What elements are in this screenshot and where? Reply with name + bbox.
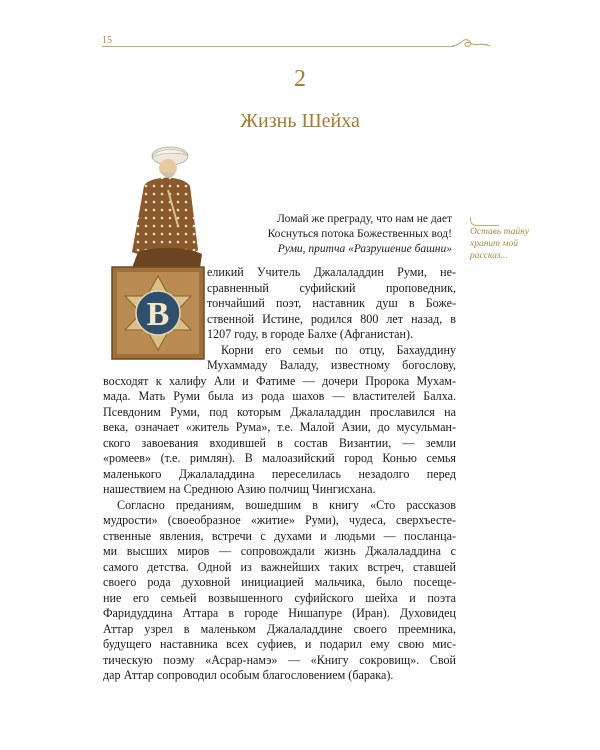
body-line: ние его семьей возвышенного суфийского шейха и поэта [103, 590, 456, 605]
body-line: Псевдоним Руми, под которым Джалаладдин прославился на [103, 404, 456, 419]
body-line: века, означает «житель Рума», т.е. Малой Азии, до мусульман- [103, 420, 456, 434]
body-line: дар Аттар сопроводил особым благословением (барака). [103, 668, 394, 682]
chapter-number: 2 [294, 66, 306, 92]
body-line: Аттар узрел в маленьком Джалаладдине своего преемника, [103, 621, 456, 636]
body-line: ского завоевания входившей в состав Византии, — земли [103, 435, 456, 450]
body-line: мудрости» (своеобразное «житие» Руми), чудеса, сверхъесте- [103, 513, 456, 527]
body-line: Корни его семьи по отцу, Бахауддину [221, 342, 456, 357]
body-line: самого детства. Одной из важнейших таких встреч, ставшей [103, 559, 456, 574]
body-text [103, 265, 456, 684]
page-number: 15 [102, 35, 112, 46]
body-line: Мухаммаду Валаду, известному богослову, [207, 358, 456, 372]
body-line: мада. Мать Руми была из рода шахов — властителей Балха. [103, 389, 456, 403]
side-note-bracket [470, 217, 499, 226]
body-line: тончайший поэт, наставник душ в Боже- [207, 296, 456, 310]
body-line: тическую поэму «Асрар-намэ» — «Книгу сокровищ». Свой [103, 652, 456, 667]
body-line: маленького Джалаладдина переселилась незадолго перед [103, 466, 456, 481]
epigraph-line: Коснуться потока Божественных вод! [267, 228, 452, 240]
body-line: будущего наставника всех суфиев, и подарил ему свою мис- [103, 637, 456, 651]
flourish-ornament-icon [452, 36, 492, 52]
body-line: нашествием на Среднюю Азию полчищ Чингисхана. [103, 482, 376, 496]
body-line: ственные явления, встречи с духами и людьми — посланца- [103, 528, 456, 543]
epigraph-line: Ломай же преграду, что нам не дает [277, 213, 452, 225]
body-line: ственной Истине, родился 800 лет назад, в [207, 311, 456, 326]
body-line: восходят к халифу Али и Фатиме — дочери Пророка Мухам- [103, 373, 456, 388]
epigraph [190, 212, 452, 257]
epigraph-attribution: Руми, притча «Разрушение башни» [277, 243, 452, 255]
body-line: 1207 году, в городе Балхе (Афганистан). [207, 327, 414, 341]
chapter-title: Жизнь Шейха [240, 110, 360, 132]
body-line: Фаридуддина Аттара в городе Нишапуре (Иран). Духовидец [103, 606, 456, 620]
body-line: своего рода духовной инициацией мальчика, было посеще- [103, 575, 456, 589]
body-line: еликий Учитель Джалаладдин Руми, не- [207, 265, 456, 279]
body-line: «ромеев» (т.е. римлян). В малоазийский город Конью семья [103, 451, 456, 465]
body-line: Согласно преданиям, вошедшим в книгу «Сто рассказов [117, 497, 456, 512]
header-rule [102, 46, 454, 47]
dropcap-letter: В [146, 296, 170, 333]
body-line: ми высших миров — сопровождали жизнь Джалаладдина с [103, 544, 456, 558]
side-note: Оставь тайну хранит мой рассказ... [470, 227, 530, 261]
body-line: сравненный суфийский проповедник, [207, 280, 456, 295]
